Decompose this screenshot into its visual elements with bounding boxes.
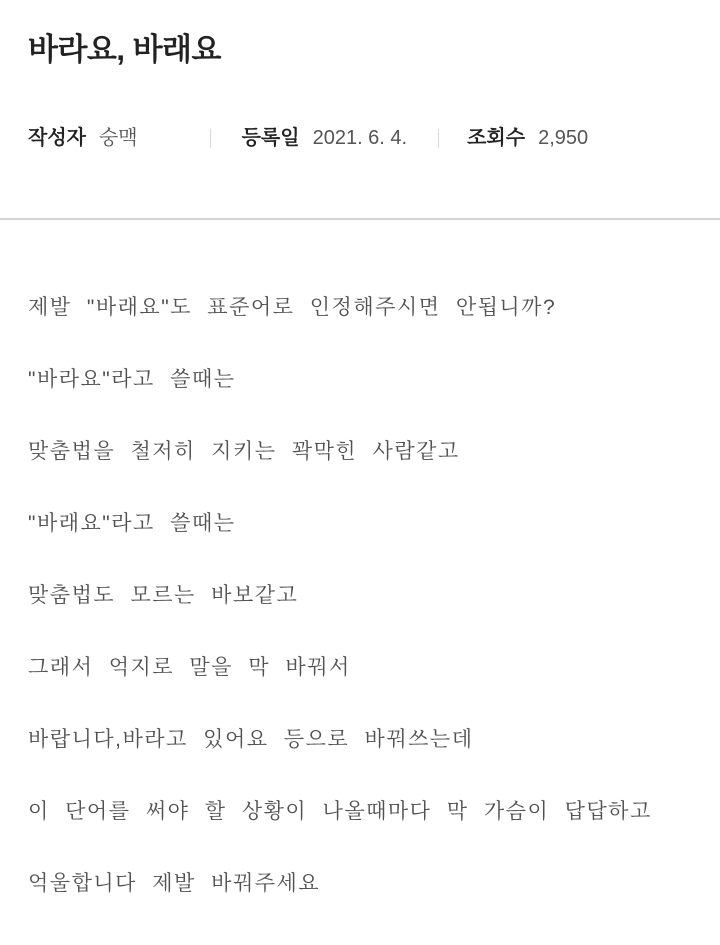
views-value: 2,950: [538, 127, 589, 149]
date-value: 2021. 6. 4.: [312, 127, 408, 149]
meta-divider: [210, 129, 211, 148]
date-label: 등록일: [241, 127, 300, 149]
post-paragraph: "바라요"라고 쓸때는: [28, 368, 236, 391]
meta-divider: [438, 129, 439, 148]
post-paragraph: 억울합니다 제발 바꿔주세요: [28, 872, 321, 895]
post-paragraph: 그래서 억지로 말을 막 바꿔서: [28, 656, 351, 679]
post-body: [0, 220, 720, 900]
post-header: [0, 0, 720, 152]
post-paragraph: 이 단어를 써야 할 상황이 나올때마다 막 가슴이 답답하고: [28, 800, 652, 823]
author-value: 숭맥: [98, 127, 138, 149]
views-label: 조회수: [467, 127, 526, 149]
post-paragraph: "바래요"라고 쓸때는: [28, 512, 236, 535]
post-title: 바라요, 바래요: [28, 32, 221, 67]
author-label: 작성자: [28, 127, 86, 149]
post-paragraph: 바랍니다,바라고 있어요 등으로 바꿔쓰는데: [28, 728, 474, 751]
post-meta-row: [28, 124, 692, 152]
post-paragraph: 제발 "바래요"도 표준어로 인정해주시면 안됩니까?: [28, 296, 557, 319]
post-paragraph: 맞춤법도 모르는 바보같고: [28, 584, 299, 607]
post-paragraph: 맞춤법을 철저히 지키는 꽉막힌 사람같고: [28, 440, 460, 463]
